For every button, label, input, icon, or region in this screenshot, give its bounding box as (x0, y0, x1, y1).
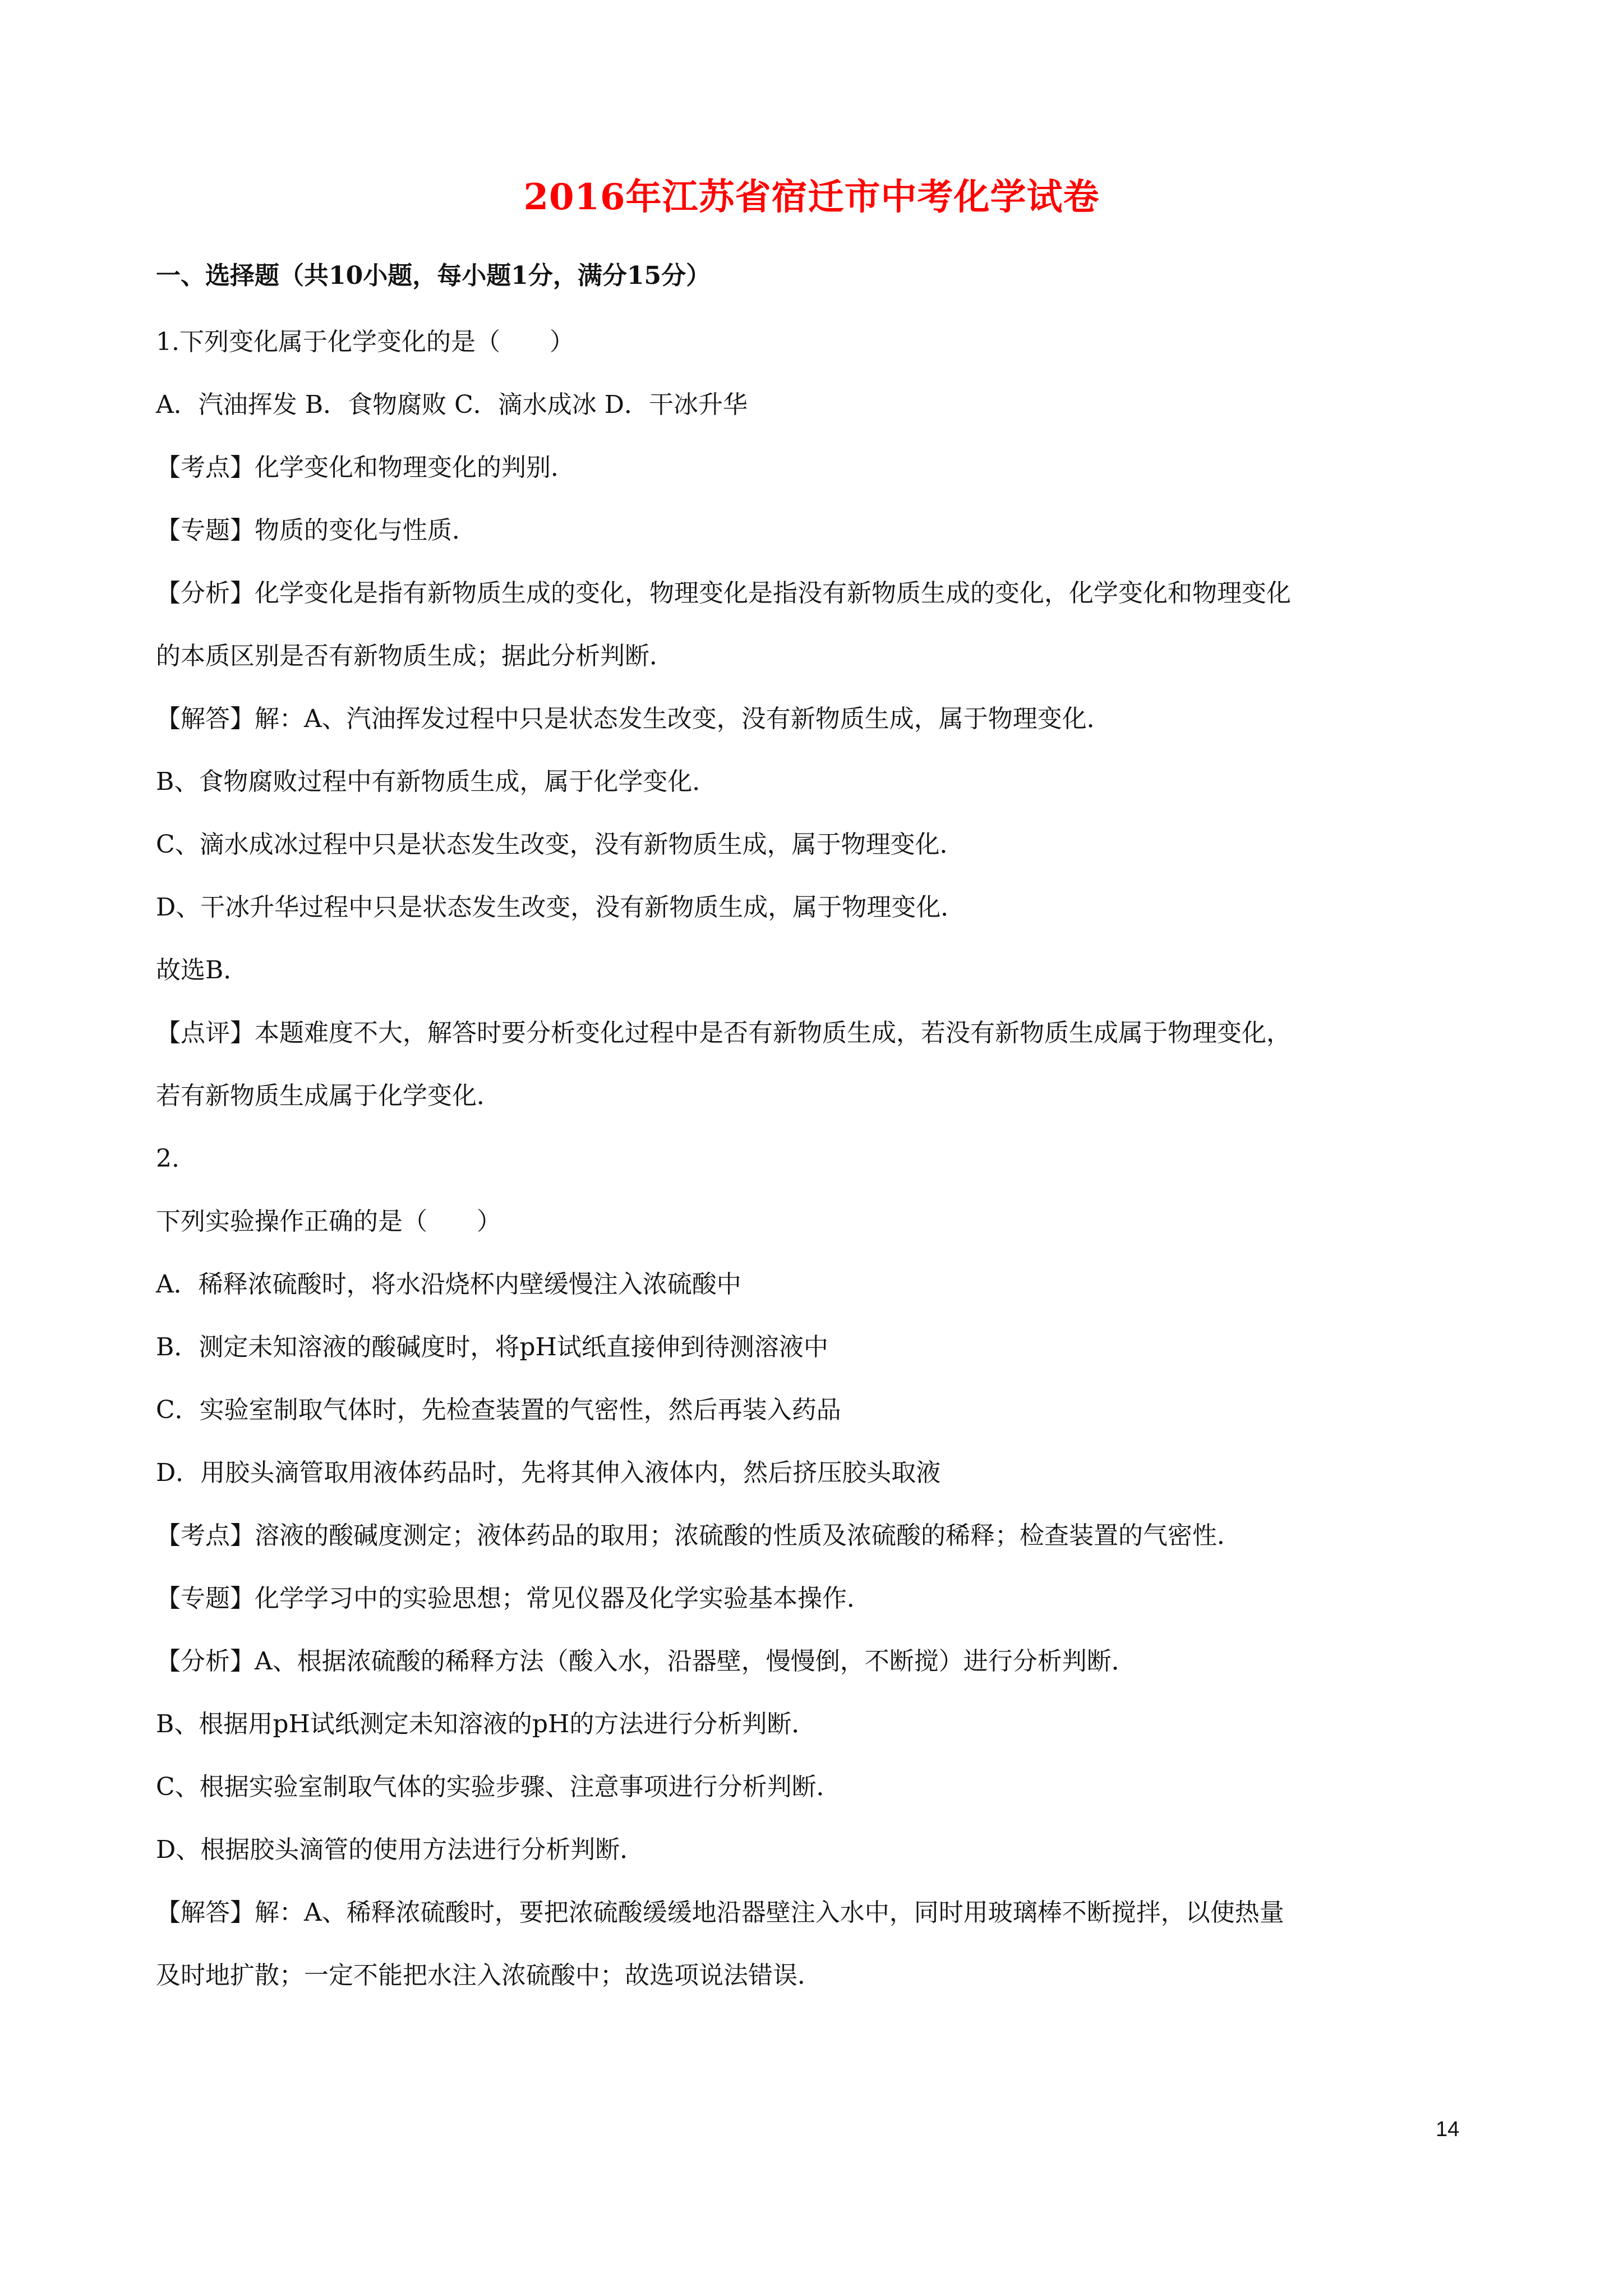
body-line: B、根据用pH试纸测定未知溶液的pH的方法进行分析判断． (156, 1710, 817, 1738)
body-line: 的本质区别是否有新物质生成；据此分析判断． (156, 642, 674, 670)
body-line: 故选B． (156, 956, 248, 984)
body-line: 【解答】解：A、汽油挥发过程中只是状态发生改变，没有新物质生成，属于物理变化． (156, 705, 1112, 733)
document-body (156, 325, 1468, 2022)
body-line: D、干冰升华过程中只是状态发生改变，没有新物质生成，属于物理变化． (156, 893, 966, 922)
body-line: 1.下列变化属于化学变化的是（ ） (156, 328, 574, 356)
body-line: 【点评】本题难度不大，解答时要分析变化过程中是否有新物质生成，若没有新物质生成属于物理变化， (156, 1019, 1291, 1047)
body-line: A．汽油挥发 B．食物腐败 C．滴水成冰 D．干冰升华 (156, 390, 748, 419)
body-line: 【考点】化学变化和物理变化的判别． (156, 453, 575, 482)
body-line: 【分析】化学变化是指有新物质生成的变化，物理变化是指没有新物质生成的变化，化学变化和物理变化 (156, 579, 1291, 608)
body-line: B．测定未知溶液的酸碱度时，将pH试纸直接伸到待测溶液中 (156, 1333, 828, 1361)
body-line: 2. (156, 1144, 179, 1173)
body-line: A．稀释浓硫酸时，将水沿烧杯内壁缓慢注入浓硫酸中 (156, 1270, 741, 1299)
body-line: 【考点】溶液的酸碱度测定；液体药品的取用；浓硫酸的性质及浓硫酸的稀释；检查装置的气密性． (156, 1521, 1242, 1550)
body-line: D、根据胶头滴管的使用方法进行分析判断． (156, 1835, 645, 1864)
body-line: C、根据实验室制取气体的实验步骤、注意事项进行分析判断． (156, 1773, 841, 1801)
body-line: C、滴水成冰过程中只是状态发生改变，没有新物质生成，属于物理变化． (156, 830, 965, 859)
page-number: 14 (1436, 2118, 1460, 2141)
document-title: 2016年江苏省宿迁市中考化学试卷 (523, 176, 1100, 218)
body-line: 若有新物质生成属于化学变化． (156, 1082, 501, 1110)
body-line: C．实验室制取气体时，先检查装置的气密性，然后再装入药品 (156, 1396, 841, 1424)
body-line: D．用胶头滴管取用液体药品时，先将其伸入液体内，然后挤压胶头取液 (156, 1458, 941, 1487)
body-line: 【解答】解：A、稀释浓硫酸时，要把浓硫酸缓缓地沿器壁注入水中，同时用玻璃棒不断搅拌，以使热量 (156, 1898, 1284, 1927)
body-line: 下列实验操作正确的是（ ） (156, 1207, 501, 1236)
section-heading: 一、选择题（共10小题，每小题1分，满分15分） (156, 261, 711, 290)
body-line: 【专题】化学学习中的实验思想；常见仪器及化学实验基本操作． (156, 1584, 872, 1613)
body-line: B、食物腐败过程中有新物质生成，属于化学变化． (156, 767, 717, 796)
body-line: 【专题】物质的变化与性质． (156, 516, 477, 545)
body-line: 【分析】A、根据浓硫酸的稀释方法（酸入水，沿器壁，慢慢倒，不断搅）进行分析判断． (156, 1647, 1136, 1676)
body-line: 及时地扩散；一定不能把水注入浓硫酸中；故选项说法错误． (156, 1961, 822, 1990)
